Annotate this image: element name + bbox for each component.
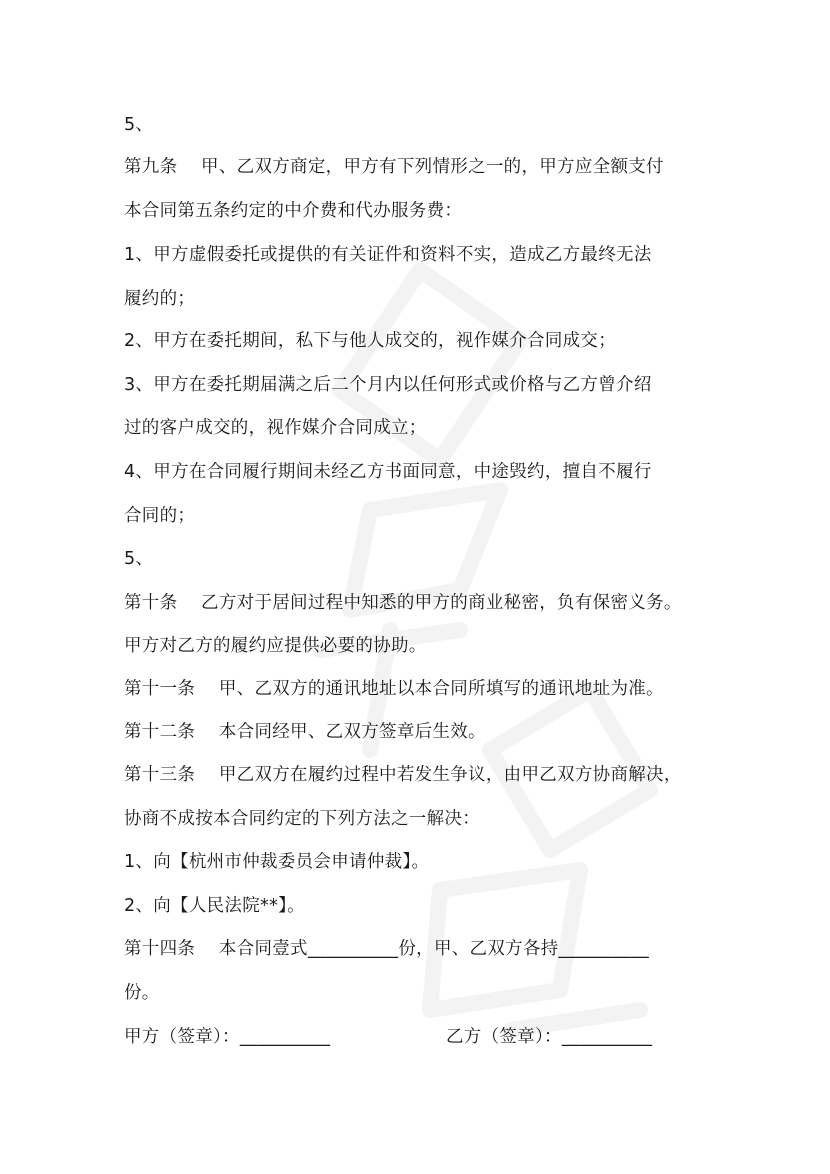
clause-10-cont: 甲方对乙方的履约应提供必要的协助。 bbox=[124, 636, 427, 656]
party-b-signature: 乙方（签章）：__________ bbox=[446, 1027, 653, 1047]
clause-13-item-2: 2、向【人民法院**】。 bbox=[124, 896, 305, 916]
clause-9-item-4: 4、甲方在合同履行期间未经乙方书面同意，中途毁约，擅自不履行 bbox=[124, 462, 652, 482]
clause-9-item-4-cont: 合同的； bbox=[124, 506, 196, 526]
clause-14: 第十四条 本合同壹式__________份，甲、乙双方各持__________ bbox=[124, 939, 650, 959]
clause-13-cont: 协商不成按本合同约定的下列方法之一解决： bbox=[124, 809, 480, 829]
clause-9-item-5: 5、 bbox=[124, 115, 154, 135]
clause-9-item-2: 2、甲方在委托期间，私下与他人成交的，视作媒介合同成交； bbox=[124, 331, 617, 351]
clause-9-item-1: 1、甲方虚假委托或提供的有关证件和资料不实，造成乙方最终无法 bbox=[124, 245, 652, 265]
clause-9-item-3: 3、甲方在委托期届满之后二个月内以任何形式或价格与乙方曾介绍 bbox=[124, 375, 652, 395]
clause-9-item-1-cont: 履约的； bbox=[124, 289, 196, 309]
clause-14-cont: 份。 bbox=[124, 983, 160, 1003]
clause-10: 第十条 乙方对于居间过程中知悉的甲方的商业秘密，负有保密义务。 bbox=[124, 593, 682, 613]
clause-9-item-5b: 5、 bbox=[124, 549, 154, 569]
party-a-signature: 甲方（签章）：__________ bbox=[124, 1027, 331, 1047]
clause-12: 第十二条 本合同经甲、乙双方签章后生效。 bbox=[124, 722, 486, 742]
clause-9-heading: 第九条 甲、乙双方商定，甲方有下列情形之一的，甲方应全额支付 bbox=[124, 157, 664, 177]
clause-9-heading-cont: 本合同第五条约定的中介费和代办服务费： bbox=[124, 201, 463, 221]
clause-9-item-3-cont: 过的客户成交的，视作媒介合同成立； bbox=[124, 418, 427, 438]
clause-13: 第十三条 甲乙双方在履约过程中若发生争议，由甲乙双方协商解决， bbox=[124, 765, 682, 785]
clause-11: 第十一条 甲、乙双方的通讯地址以本合同所填写的通讯地址为准。 bbox=[124, 679, 664, 699]
clause-13-item-1: 1、向【杭州市仲裁委员会申请仲裁】。 bbox=[124, 852, 430, 872]
